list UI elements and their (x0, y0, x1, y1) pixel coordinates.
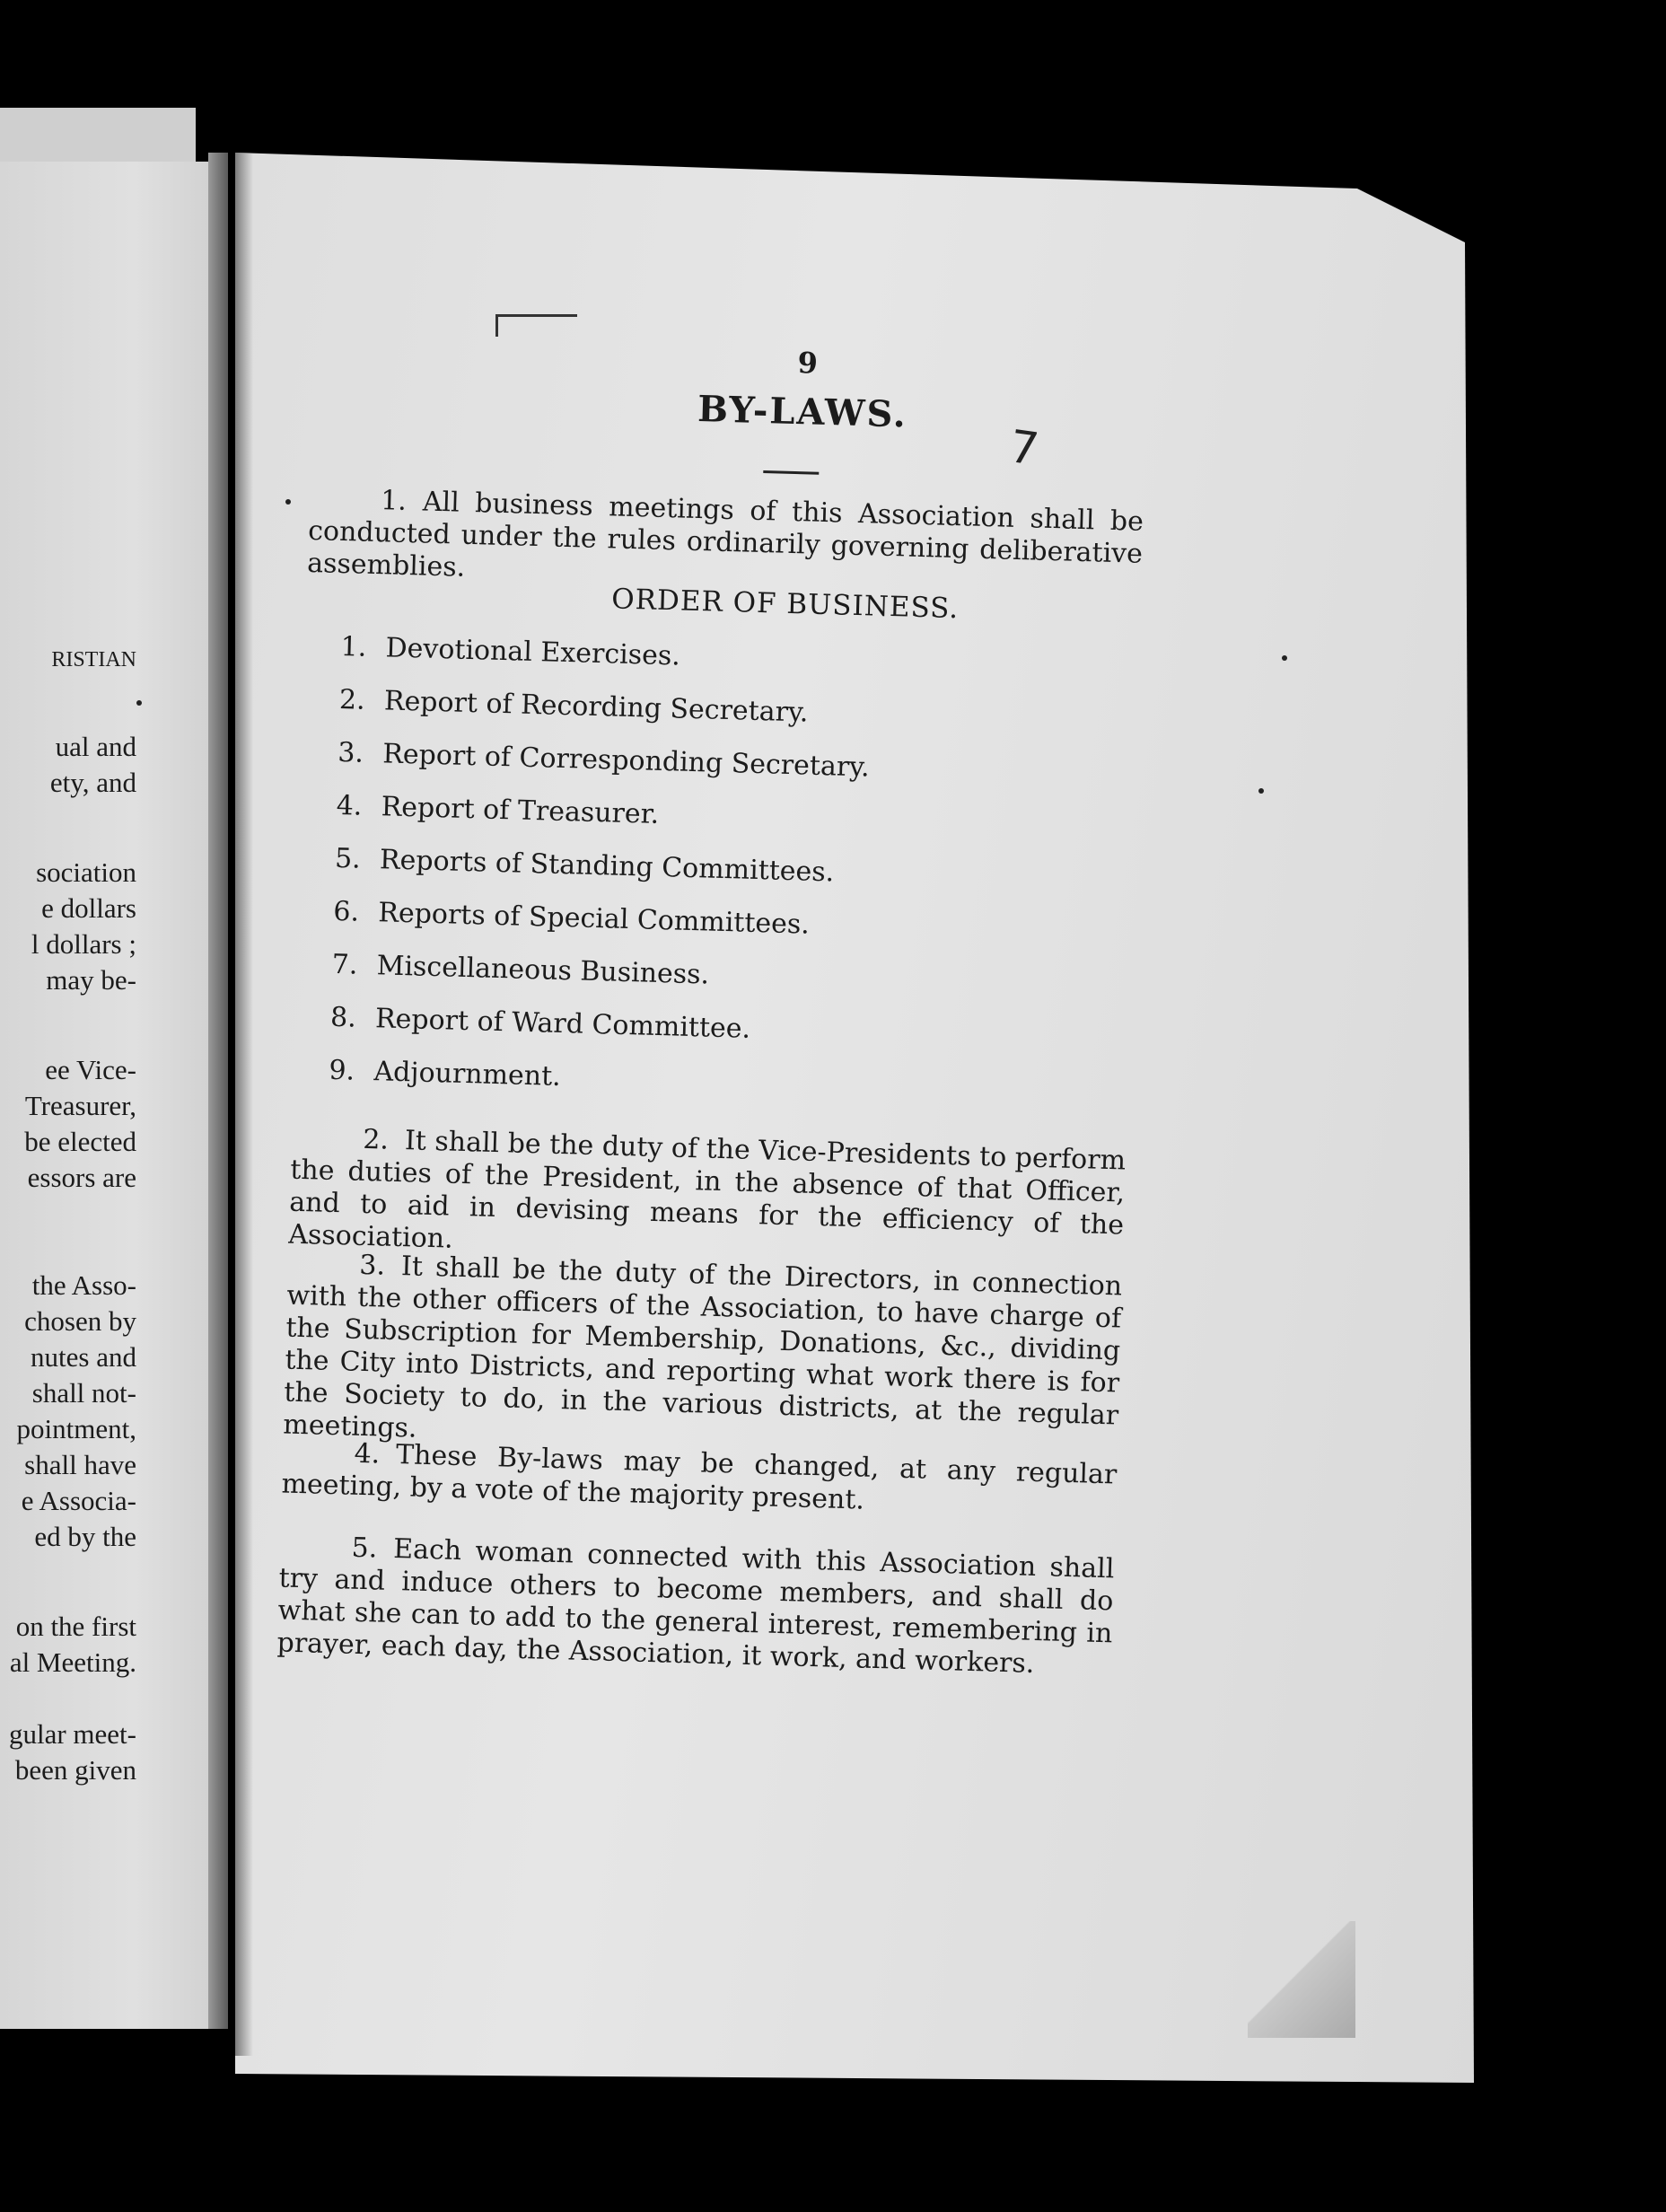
bylaw-3 (283, 1248, 1123, 1465)
bylaw-number: 1. (380, 485, 408, 517)
item-text: Devotional Exercises. (385, 632, 681, 672)
left-line: the Asso- (31, 1269, 136, 1301)
page-spine-shadow (235, 153, 253, 2056)
bylaw-number: 2. (362, 1123, 390, 1156)
left-line: may be- (46, 964, 136, 996)
bylaw-text: It shall be the duty of the Vice-Presidents to perform the duties of the President, in the absence of that Officer, and to aid in devising means for the efficiency of the Association. (287, 1125, 1127, 1255)
page-title: BY-LAWS. (697, 387, 908, 436)
book-gutter-shadow (208, 153, 228, 2029)
left-line: been given (14, 1754, 136, 1786)
bylaw-text: It shall be the duty of the Directors, in connection with the other officers of the Association, to have charge of the Subscription for Membership, Donations, &c., dividing the City into Districts, and reporting what work there is for the Society to do, in the various districts, at the regular meetings. (282, 1251, 1123, 1444)
left-page-top-tab (0, 108, 196, 163)
left-line: e Associa- (21, 1485, 136, 1516)
item-number: 1. (340, 630, 367, 663)
left-line: e dollars (41, 892, 136, 924)
left-page (0, 162, 224, 2029)
dust-speck (1258, 788, 1264, 794)
left-line: be elected (24, 1126, 136, 1157)
page-number: 9 (797, 346, 819, 381)
item-text: Report of Corresponding Secretary. (381, 738, 871, 784)
bylaw-number: 4. (354, 1437, 381, 1470)
left-line: ual and (55, 731, 136, 762)
bylaw-number: 5. (351, 1532, 378, 1565)
left-line: sociation (36, 856, 136, 888)
bylaw-text: Each woman connected with this Association shall try and induce others to become members, and shall do what she can to add to the general interest, remembering in prayer, each day, the Association, it work, and workers. (276, 1533, 1115, 1680)
order-of-business-heading: ORDER OF BUSINESS. (610, 583, 960, 626)
dust-speck (285, 499, 291, 505)
dust-speck (136, 700, 142, 706)
left-line: nutes and (31, 1341, 136, 1373)
left-line: chosen by (24, 1305, 136, 1337)
item-text: Miscellaneous Business. (376, 950, 710, 991)
left-line: l dollars ; (31, 928, 136, 960)
left-line: al Meeting. (9, 1646, 136, 1678)
left-line: ed by the (34, 1521, 136, 1552)
bylaw-5 (276, 1530, 1115, 1682)
left-line: shall not- (31, 1377, 136, 1409)
left-line: essors are (27, 1162, 136, 1193)
left-line: ee Vice- (45, 1054, 136, 1085)
item-text: Report of Ward Committee. (374, 1003, 751, 1045)
left-line: ety, and (49, 767, 136, 798)
stamp-mark (495, 314, 577, 337)
item-text: Report of Treasurer. (381, 791, 660, 830)
left-line: RISTIAN (51, 648, 136, 672)
bylaw-text: All business meetings of this Association shall be conducted under the rules ordinarily governing deliberative assemblies. (306, 486, 1144, 584)
left-line: Treasurer, (24, 1090, 136, 1121)
item-number: 7. (331, 948, 358, 981)
bylaw-text: These By-laws may be changed, at any regular meeting, by a vote of the majority present. (281, 1439, 1118, 1516)
item-text: Reports of Special Committees. (377, 897, 811, 941)
item-text: Report of Recording Secretary. (383, 685, 809, 729)
left-line: gular meet- (8, 1718, 136, 1750)
item-number: 3. (337, 736, 364, 769)
dust-speck (1282, 655, 1287, 661)
item-number: 6. (332, 895, 360, 928)
handwritten-mark: 7 (1006, 420, 1042, 476)
bylaw-number: 3. (358, 1249, 386, 1282)
order-of-business-list (328, 630, 872, 1125)
left-page-text (0, 162, 136, 2029)
item-number: 8. (329, 1001, 357, 1034)
item-number: 5. (334, 842, 362, 875)
item-number: 4. (336, 789, 363, 822)
left-line: pointment, (16, 1413, 136, 1444)
item-text: Reports of Standing Committees. (379, 844, 835, 889)
item-number: 9. (328, 1054, 355, 1087)
item-number: 2. (338, 683, 366, 716)
page-corner-curl (1248, 1921, 1355, 2038)
left-line: on the first (15, 1611, 136, 1642)
left-line: shall have (24, 1449, 136, 1480)
item-text: Adjournment. (373, 1056, 562, 1093)
